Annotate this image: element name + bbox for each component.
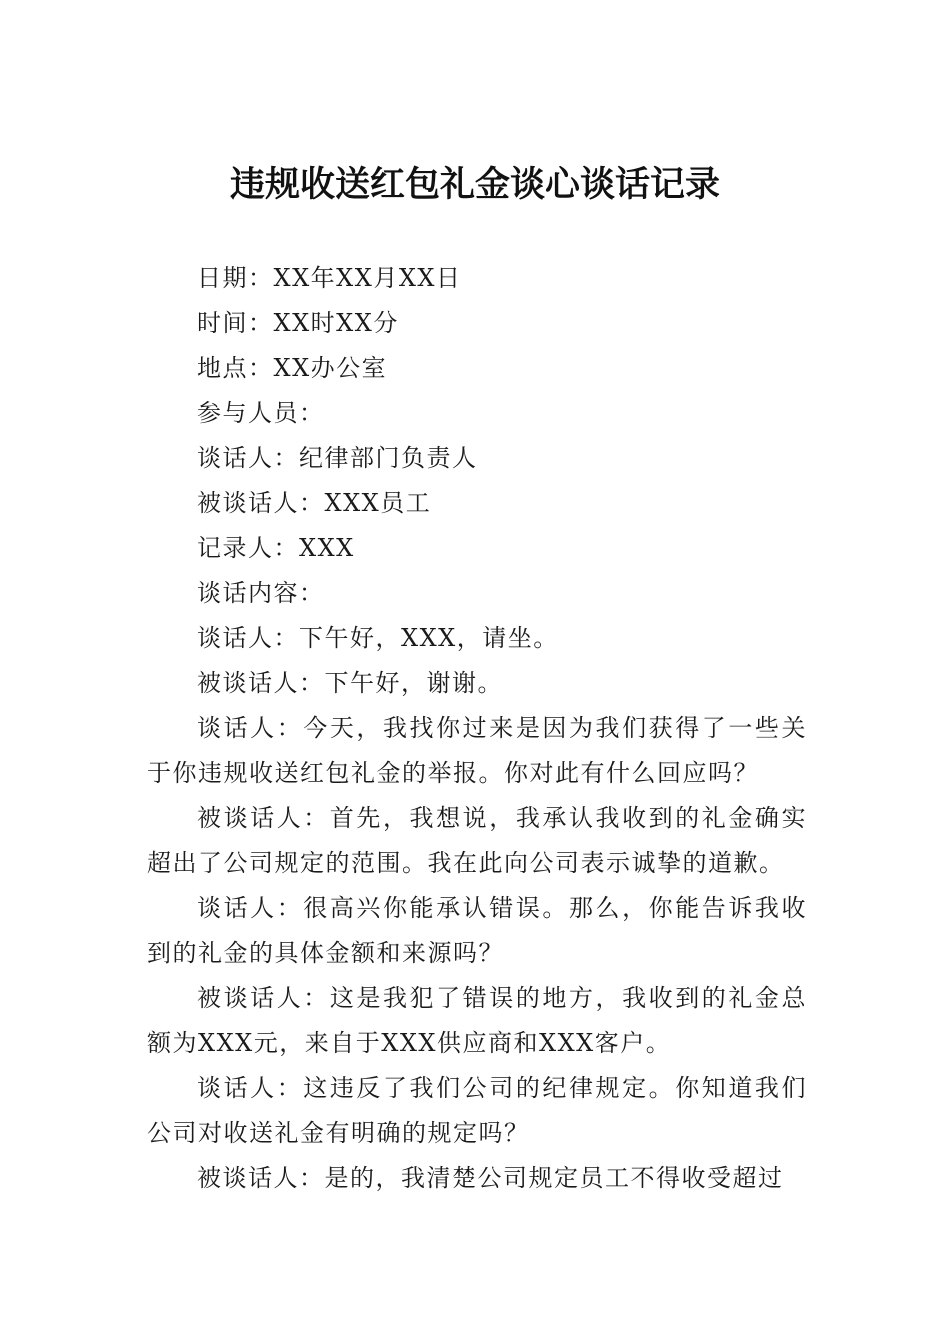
paragraph-dialogue: 被谈话人：这是我犯了错误的地方，我收到的礼金总额为XXX元，来自于XXX供应商和XXX客户。: [147, 984, 807, 1057]
paragraph-time: 时间：XX时XX分: [197, 309, 399, 337]
paragraph-recorder: 记录人：XXX: [197, 534, 355, 562]
paragraph-dialogue: 谈话人：下午好，XXX，请坐。: [197, 624, 559, 652]
document-title: 违规收送红包礼金谈心谈话记录: [229, 164, 720, 205]
paragraph-dialogue: 谈话人：很高兴你能承认错误。那么，你能告诉我收到的礼金的具体金额和来源吗？: [147, 894, 807, 967]
paragraph-content-heading: 谈话内容：: [197, 579, 325, 607]
paragraph-interviewee: 被谈话人：XXX员工: [197, 489, 432, 517]
paragraph-date: 日期：XX年XX月XX日: [197, 264, 462, 292]
paragraph-location: 地点：XX办公室: [197, 354, 388, 382]
paragraph-dialogue: 被谈话人：首先，我想说，我承认我收到的礼金确实超出了公司规定的范围。我在此向公司表示诚挚的道歉。: [147, 804, 807, 877]
paragraph-dialogue: 被谈话人：下午好，谢谢。: [197, 669, 503, 697]
paragraph-participants: 参与人员：: [197, 399, 325, 427]
paragraph-interviewer: 谈话人：纪律部门负责人: [197, 444, 478, 472]
paragraph-dialogue: 谈话人：这违反了我们公司的纪律规定。你知道我们公司对收送礼金有明确的规定吗？: [147, 1074, 807, 1147]
document-body: [147, 256, 807, 1201]
paragraph-dialogue: 被谈话人：是的，我清楚公司规定员工不得收受超过: [197, 1164, 784, 1192]
paragraph-dialogue: 谈话人：今天，我找你过来是因为我们获得了一些关于你违规收送红包礼金的举报。你对此有什么回应吗？: [147, 714, 807, 787]
